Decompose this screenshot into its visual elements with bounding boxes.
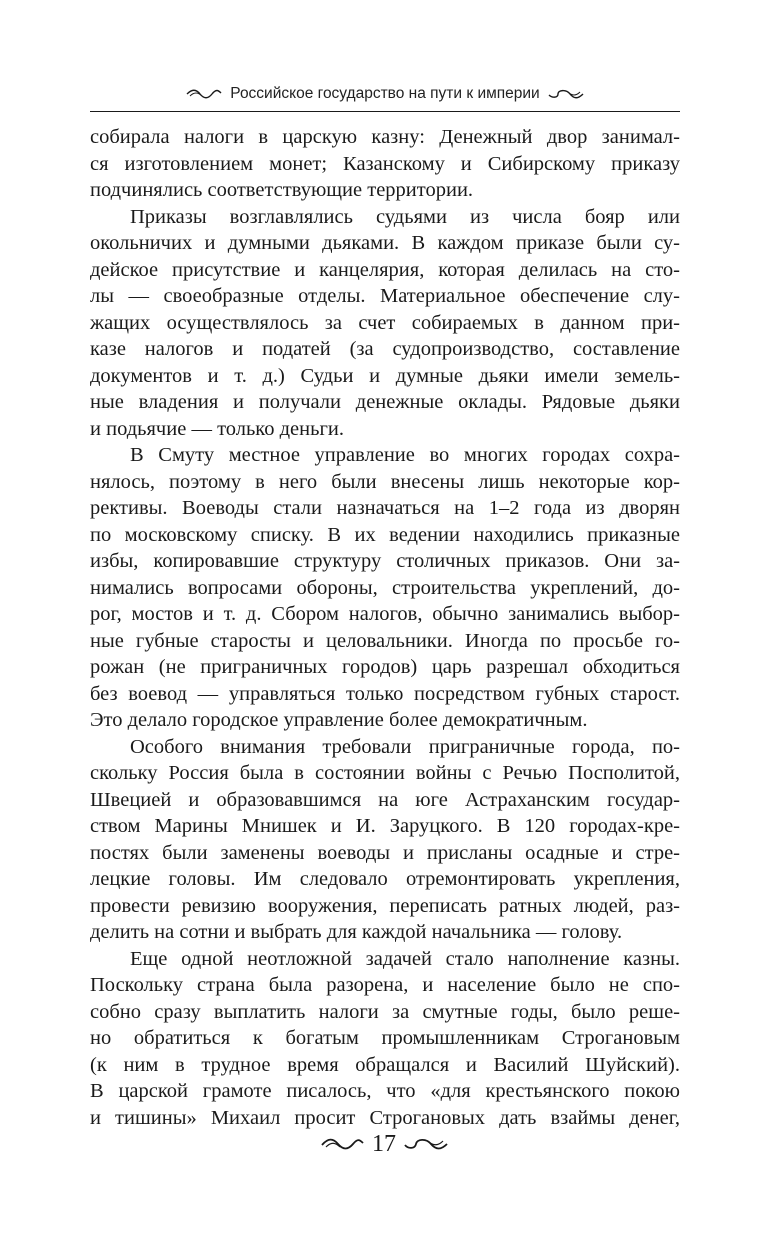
text-line: избы, копировавшие структуру столичных приказов. Они за- (90, 550, 680, 572)
header-rule (90, 111, 680, 112)
text-line: ные владения и получали денежные оклады. Рядовые дьяки (90, 391, 680, 413)
text-line: Приказы возглавлялись судьями из числа бояр или (130, 205, 680, 228)
text-line: Поскольку страна была разорена, и население было не спо- (90, 974, 680, 996)
paragraph (90, 946, 680, 1132)
text-line: лецкие головы. Им следовало отремонтировать укрепления, (90, 868, 680, 890)
text-line: документов и т. д.) Судьи и думные дьяки имели земель- (90, 364, 680, 387)
text-line: Швецией и образовавшимся на юге Астраханским государ- (90, 788, 680, 811)
page-number: 17 (372, 1130, 396, 1157)
text-line: собно сразу выплатить налоги за смутные годы, было реше- (90, 1000, 680, 1023)
text-line: окольничих и думными дьяками. В каждом приказе были су- (90, 232, 680, 254)
text-line: рективы. Воеводы стали назначаться на 1–2 года из дворян (90, 497, 680, 519)
text-line: Еще одной неотложной задачей стало наполнение казны. (130, 947, 680, 970)
paragraph (90, 442, 680, 734)
text-line: лы — своеобразные отделы. Материальное обеспечение слу- (90, 285, 680, 307)
text-line: Это делало городское управление более демократичным. (90, 709, 588, 731)
paragraph (90, 204, 680, 443)
text-line: ством Марины Мнишек и И. Заруцкого. В 120 городах-кре- (90, 815, 680, 837)
running-header-title: Российское государство на пути к империи (230, 85, 540, 102)
text-line: и подьячие — только деньги. (90, 417, 344, 440)
text-line: В Смуту местное управление во многих городах сохра- (130, 444, 680, 466)
text-line: скольку Россия была в состоянии войны с Речью Посполитой, (90, 762, 680, 784)
text-line: казе налогов и податей (за судопроизводство, составление (90, 338, 680, 360)
paragraph (90, 734, 680, 946)
text-line: ся изготовлением монет; Казанскому и Сибирскому приказу (90, 152, 680, 175)
running-header (90, 81, 680, 107)
text-line: нялось, поэтому в него были внесены лишь некоторые кор- (90, 470, 680, 493)
page-footer (0, 1127, 768, 1161)
text-line: ные губные старосты и целовальники. Иногда по просьбе го- (90, 629, 680, 652)
text-line: рог, мостов и т. д. Сбором налогов, обычно занимались выбор- (90, 603, 680, 625)
text-line: дейское присутствие и канцелярия, которая делилась на сто- (90, 258, 680, 281)
text-line: делить на сотни и выбрать для каждой начальника — голову. (90, 921, 623, 943)
text-line: собирала налоги в царскую казну: Денежный двор занимал- (90, 126, 680, 148)
right-wave-ornament-icon (548, 88, 584, 100)
right-wave-ornament-icon (404, 1136, 448, 1152)
text-line: и тишины» Михаил просит Строгановых дать взаймы денег, (90, 1106, 680, 1129)
body-text (90, 124, 680, 1131)
text-line: нимались вопросами обороны, строительства укреплений, до- (90, 576, 680, 599)
text-line: В царской грамоте писалось, что «для крестьянского покою (90, 1080, 680, 1102)
text-line: по московскому списку. В их ведении находились приказные (90, 523, 680, 546)
text-line: рожан (не приграничных городов) царь разрешал обходиться (90, 656, 680, 678)
text-line: жащих осуществлялось за счет собираемых в данном при- (90, 311, 680, 334)
text-line: подчинялись соответствующие территории. (90, 179, 474, 201)
text-line: без воевод — управляться только посредством губных старост. (90, 682, 680, 705)
text-line: но обратиться к богатым промышленникам Строгановым (90, 1027, 680, 1049)
text-line: постях были заменены воеводы и присланы осадные и стре- (90, 841, 680, 864)
left-wave-ornament-icon (320, 1136, 364, 1152)
text-line: Особого внимания требовали приграничные города, по- (130, 735, 680, 758)
left-wave-ornament-icon (186, 88, 222, 100)
paragraph (90, 124, 680, 204)
text-line: провести ревизию вооружения, переписать ратных людей, раз- (90, 894, 680, 917)
text-line: (к ним в трудное время обращался и Василий Шуйский). (90, 1053, 680, 1076)
